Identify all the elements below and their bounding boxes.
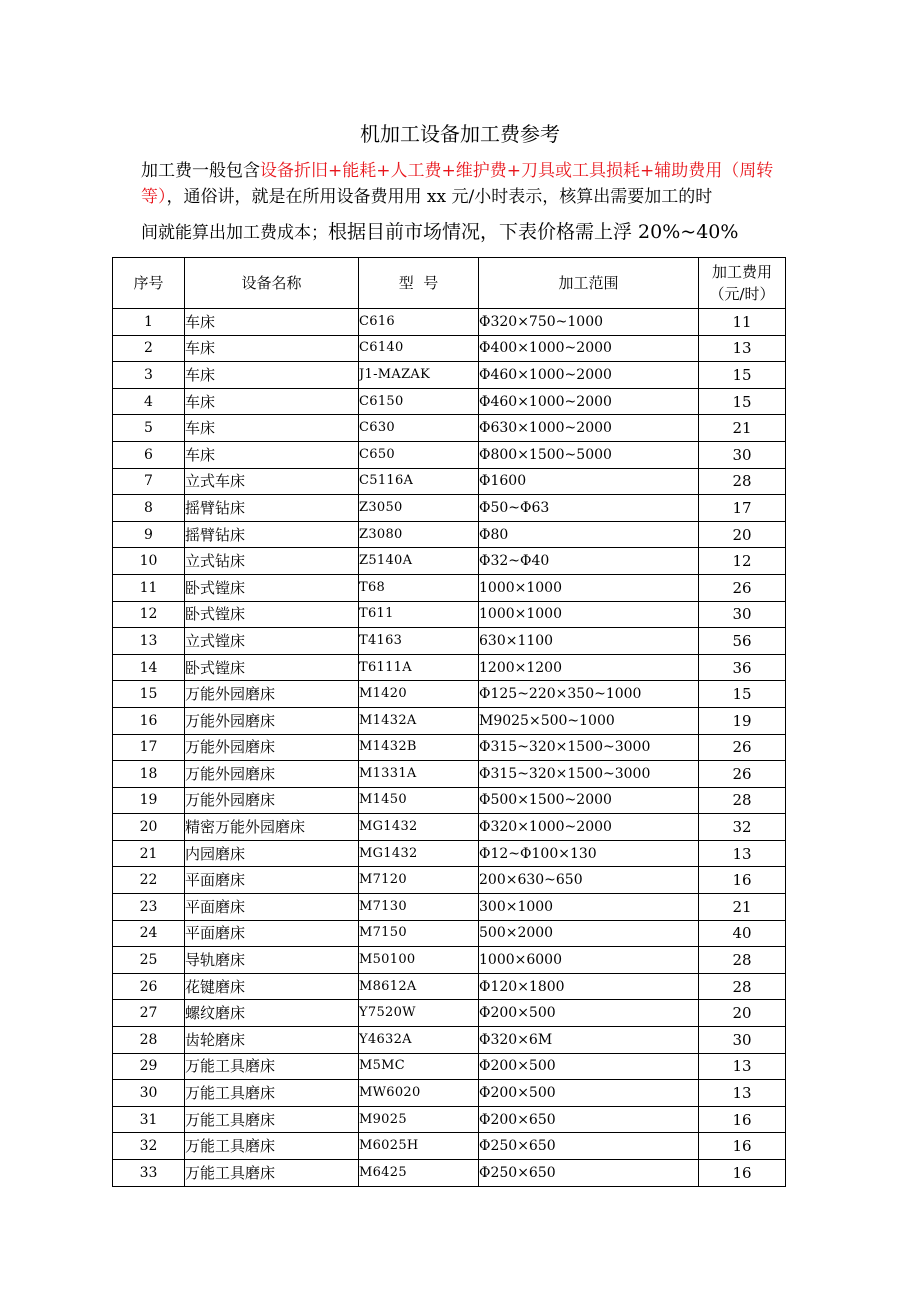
cell-no: 11 [113, 574, 185, 601]
cell-model: MG1432 [359, 814, 479, 841]
table-row [113, 840, 786, 867]
cell-no: 1 [113, 309, 185, 336]
table-row [113, 947, 786, 974]
cell-equipment-name: 花键磨床 [185, 973, 359, 1000]
cell-processing-range: Φ460×1000~2000 [479, 362, 699, 389]
cell-processing-range: Φ32~Φ40 [479, 548, 699, 575]
cell-no: 29 [113, 1053, 185, 1080]
cell-model: M1331A [359, 761, 479, 788]
header-name: 设备名称 [185, 258, 359, 309]
table-row [113, 920, 786, 947]
cell-equipment-name: 万能工具磨床 [185, 1160, 359, 1187]
cell-fee: 13 [699, 1080, 786, 1107]
cell-model: Z3080 [359, 521, 479, 548]
table-row [113, 495, 786, 522]
cell-no: 4 [113, 388, 185, 415]
cell-equipment-name: 卧式镗床 [185, 574, 359, 601]
cell-equipment-name: 万能外园磨床 [185, 707, 359, 734]
cell-processing-range: Φ12~Φ100×130 [479, 840, 699, 867]
cell-no: 10 [113, 548, 185, 575]
header-fee-line2: （元/时） [709, 285, 775, 303]
table-row [113, 707, 786, 734]
cell-equipment-name: 立式镗床 [185, 628, 359, 655]
cell-fee: 21 [699, 415, 786, 442]
page-title: 机加工设备加工费参考 [360, 122, 560, 146]
cell-processing-range: Φ1600 [479, 468, 699, 495]
cell-no: 2 [113, 335, 185, 362]
cell-no: 8 [113, 495, 185, 522]
cell-model: C650 [359, 441, 479, 468]
cell-processing-range: Φ320×6M [479, 1027, 699, 1054]
cell-no: 25 [113, 947, 185, 974]
cell-model: J1-MAZAK [359, 362, 479, 389]
table-row [113, 1027, 786, 1054]
cell-processing-range: Φ320×750~1000 [479, 309, 699, 336]
cell-fee: 28 [699, 947, 786, 974]
table-row [113, 761, 786, 788]
header-no: 序号 [113, 258, 185, 309]
cell-model: M5MC [359, 1053, 479, 1080]
cell-fee: 20 [699, 1000, 786, 1027]
cell-model: MW6020 [359, 1080, 479, 1107]
table-row [113, 654, 786, 681]
cell-equipment-name: 车床 [185, 335, 359, 362]
cell-processing-range: Φ250×650 [479, 1160, 699, 1187]
cell-fee: 16 [699, 1133, 786, 1160]
cell-processing-range: Φ315~320×1500~3000 [479, 734, 699, 761]
cell-model: M1450 [359, 787, 479, 814]
header-fee [699, 258, 786, 309]
table-body [113, 309, 786, 1187]
cell-equipment-name: 导轨磨床 [185, 947, 359, 974]
table-header-row [113, 258, 786, 309]
cell-model: C616 [359, 309, 479, 336]
cell-equipment-name: 万能外园磨床 [185, 681, 359, 708]
table-row [113, 1106, 786, 1133]
cell-equipment-name: 平面磨床 [185, 867, 359, 894]
cell-fee: 30 [699, 1027, 786, 1054]
cell-processing-range: 1200×1200 [479, 654, 699, 681]
cell-no: 32 [113, 1133, 185, 1160]
cell-processing-range: Φ200×500 [479, 1053, 699, 1080]
cell-model: C6150 [359, 388, 479, 415]
cell-no: 28 [113, 1027, 185, 1054]
table-row [113, 548, 786, 575]
header-fee-line1: 加工费用 [711, 263, 772, 281]
cell-no: 24 [113, 920, 185, 947]
cell-equipment-name: 立式钻床 [185, 548, 359, 575]
cell-fee: 16 [699, 867, 786, 894]
cell-equipment-name: 平面磨床 [185, 894, 359, 921]
table-row [113, 1053, 786, 1080]
cell-model: M1420 [359, 681, 479, 708]
cell-processing-range: 500×2000 [479, 920, 699, 947]
cell-processing-range: Φ200×500 [479, 1080, 699, 1107]
intro-line3-a: 间就能算出加工费成本； [141, 223, 328, 243]
cell-processing-range: 1000×1000 [479, 601, 699, 628]
table-row [113, 521, 786, 548]
cell-model: Z5140A [359, 548, 479, 575]
cell-model: M9025 [359, 1106, 479, 1133]
cell-model: M7150 [359, 920, 479, 947]
cell-fee: 28 [699, 973, 786, 1000]
cell-fee: 13 [699, 1053, 786, 1080]
cell-equipment-name: 平面磨床 [185, 920, 359, 947]
cell-fee: 26 [699, 734, 786, 761]
cell-no: 6 [113, 441, 185, 468]
cell-model: T68 [359, 574, 479, 601]
intro-paragraph [141, 158, 791, 210]
cell-model: M50100 [359, 947, 479, 974]
cell-processing-range: Φ120×1800 [479, 973, 699, 1000]
cell-fee: 32 [699, 814, 786, 841]
cell-no: 15 [113, 681, 185, 708]
cell-processing-range: Φ500×1500~2000 [479, 787, 699, 814]
cell-fee: 30 [699, 441, 786, 468]
cell-fee: 12 [699, 548, 786, 575]
table-row [113, 1160, 786, 1187]
cell-equipment-name: 万能工具磨床 [185, 1106, 359, 1133]
cell-model: M7120 [359, 867, 479, 894]
cell-fee: 13 [699, 840, 786, 867]
cell-processing-range: Φ800×1500~5000 [479, 441, 699, 468]
cell-no: 17 [113, 734, 185, 761]
table-row [113, 574, 786, 601]
cell-equipment-name: 卧式镗床 [185, 601, 359, 628]
cell-processing-range: Φ630×1000~2000 [479, 415, 699, 442]
cell-equipment-name: 车床 [185, 362, 359, 389]
cell-model: M7130 [359, 894, 479, 921]
cell-processing-range: Φ320×1000~2000 [479, 814, 699, 841]
table-row [113, 734, 786, 761]
cell-equipment-name: 摇臂钻床 [185, 495, 359, 522]
cell-fee: 40 [699, 920, 786, 947]
cell-no: 13 [113, 628, 185, 655]
table-row [113, 362, 786, 389]
table-row [113, 1000, 786, 1027]
table-row [113, 1133, 786, 1160]
cell-equipment-name: 内园磨床 [185, 840, 359, 867]
cell-model: C630 [359, 415, 479, 442]
cell-model: M8612A [359, 973, 479, 1000]
cell-processing-range: Φ50~Φ63 [479, 495, 699, 522]
cell-no: 26 [113, 973, 185, 1000]
cell-no: 20 [113, 814, 185, 841]
cell-fee: 19 [699, 707, 786, 734]
cell-fee: 28 [699, 468, 786, 495]
cell-fee: 56 [699, 628, 786, 655]
cell-fee: 11 [699, 309, 786, 336]
cell-no: 12 [113, 601, 185, 628]
cell-equipment-name: 万能工具磨床 [185, 1080, 359, 1107]
table-row [113, 973, 786, 1000]
cell-no: 23 [113, 894, 185, 921]
cell-no: 16 [113, 707, 185, 734]
cell-fee: 36 [699, 654, 786, 681]
table-row [113, 441, 786, 468]
table-row [113, 309, 786, 336]
cell-fee: 26 [699, 761, 786, 788]
intro-line3-b: 根据目前市场情况，下表价格需上浮 20%~40% [328, 221, 739, 243]
cell-fee: 20 [699, 521, 786, 548]
cell-no: 19 [113, 787, 185, 814]
cell-model: C6140 [359, 335, 479, 362]
cell-equipment-name: 车床 [185, 388, 359, 415]
cell-no: 27 [113, 1000, 185, 1027]
cell-model: M6025H [359, 1133, 479, 1160]
table-row [113, 1080, 786, 1107]
cell-equipment-name: 万能外园磨床 [185, 761, 359, 788]
cell-fee: 15 [699, 362, 786, 389]
table-row [113, 681, 786, 708]
cell-equipment-name: 摇臂钻床 [185, 521, 359, 548]
table-row [113, 787, 786, 814]
cell-processing-range: Φ200×650 [479, 1106, 699, 1133]
cell-processing-range: Φ315~320×1500~3000 [479, 761, 699, 788]
cell-equipment-name: 万能工具磨床 [185, 1133, 359, 1160]
cell-equipment-name: 车床 [185, 441, 359, 468]
cell-no: 3 [113, 362, 185, 389]
cell-fee: 15 [699, 681, 786, 708]
cell-no: 14 [113, 654, 185, 681]
cell-no: 7 [113, 468, 185, 495]
header-model: 型 号 [359, 258, 479, 309]
cell-fee: 26 [699, 574, 786, 601]
cell-processing-range: M9025×500~1000 [479, 707, 699, 734]
cell-model: M6425 [359, 1160, 479, 1187]
cell-equipment-name: 立式车床 [185, 468, 359, 495]
cell-model: MG1432 [359, 840, 479, 867]
cell-no: 30 [113, 1080, 185, 1107]
cell-model: C5116A [359, 468, 479, 495]
intro-highlight: 设备折旧+能耗+人工费+维护费+刀具或工具损耗+辅助费用（周转等） [141, 161, 774, 207]
cell-processing-range: Φ200×500 [479, 1000, 699, 1027]
cell-fee: 17 [699, 495, 786, 522]
cell-equipment-name: 齿轮磨床 [185, 1027, 359, 1054]
cell-processing-range: Φ250×650 [479, 1133, 699, 1160]
cell-model: M1432B [359, 734, 479, 761]
cell-model: Y4632A [359, 1027, 479, 1054]
cell-processing-range: 1000×6000 [479, 947, 699, 974]
cell-processing-range: Φ460×1000~2000 [479, 388, 699, 415]
cell-processing-range: 300×1000 [479, 894, 699, 921]
cell-model: T6111A [359, 654, 479, 681]
cell-fee: 16 [699, 1160, 786, 1187]
intro-prefix: 加工费一般包含 [141, 161, 260, 181]
cell-no: 31 [113, 1106, 185, 1133]
table-row [113, 814, 786, 841]
cell-fee: 16 [699, 1106, 786, 1133]
cell-processing-range: Φ125~220×350~1000 [479, 681, 699, 708]
cell-no: 9 [113, 521, 185, 548]
table-row [113, 415, 786, 442]
cell-no: 22 [113, 867, 185, 894]
cell-fee: 15 [699, 388, 786, 415]
cell-model: Y7520W [359, 1000, 479, 1027]
cell-processing-range: Φ400×1000~2000 [479, 335, 699, 362]
intro-suffix: ，通俗讲，就是在所用设备费用用 xx 元/小时表示，核算出需要加工的时 [166, 187, 713, 207]
machining-fee-table [112, 257, 786, 1187]
cell-equipment-name: 万能工具磨床 [185, 1053, 359, 1080]
cell-model: T4163 [359, 628, 479, 655]
cell-equipment-name: 万能外园磨床 [185, 734, 359, 761]
cell-processing-range: 630×1100 [479, 628, 699, 655]
cell-model: Z3050 [359, 495, 479, 522]
table-row [113, 867, 786, 894]
intro-last-line [141, 218, 801, 247]
cell-equipment-name: 卧式镗床 [185, 654, 359, 681]
cell-model: T611 [359, 601, 479, 628]
table-row [113, 335, 786, 362]
table-row [113, 468, 786, 495]
table-row [113, 894, 786, 921]
cell-no: 21 [113, 840, 185, 867]
cell-equipment-name: 车床 [185, 415, 359, 442]
cell-processing-range: 1000×1000 [479, 574, 699, 601]
header-range: 加工范围 [479, 258, 699, 309]
table-row [113, 628, 786, 655]
cell-equipment-name: 精密万能外园磨床 [185, 814, 359, 841]
table-row [113, 601, 786, 628]
cell-processing-range: Φ80 [479, 521, 699, 548]
cell-equipment-name: 万能外园磨床 [185, 787, 359, 814]
cell-no: 33 [113, 1160, 185, 1187]
cell-fee: 28 [699, 787, 786, 814]
cell-processing-range: 200×630~650 [479, 867, 699, 894]
cell-fee: 21 [699, 894, 786, 921]
cell-equipment-name: 车床 [185, 309, 359, 336]
cell-no: 5 [113, 415, 185, 442]
cell-no: 18 [113, 761, 185, 788]
cell-fee: 13 [699, 335, 786, 362]
cell-fee: 30 [699, 601, 786, 628]
table-row [113, 388, 786, 415]
cell-equipment-name: 螺纹磨床 [185, 1000, 359, 1027]
cell-model: M1432A [359, 707, 479, 734]
